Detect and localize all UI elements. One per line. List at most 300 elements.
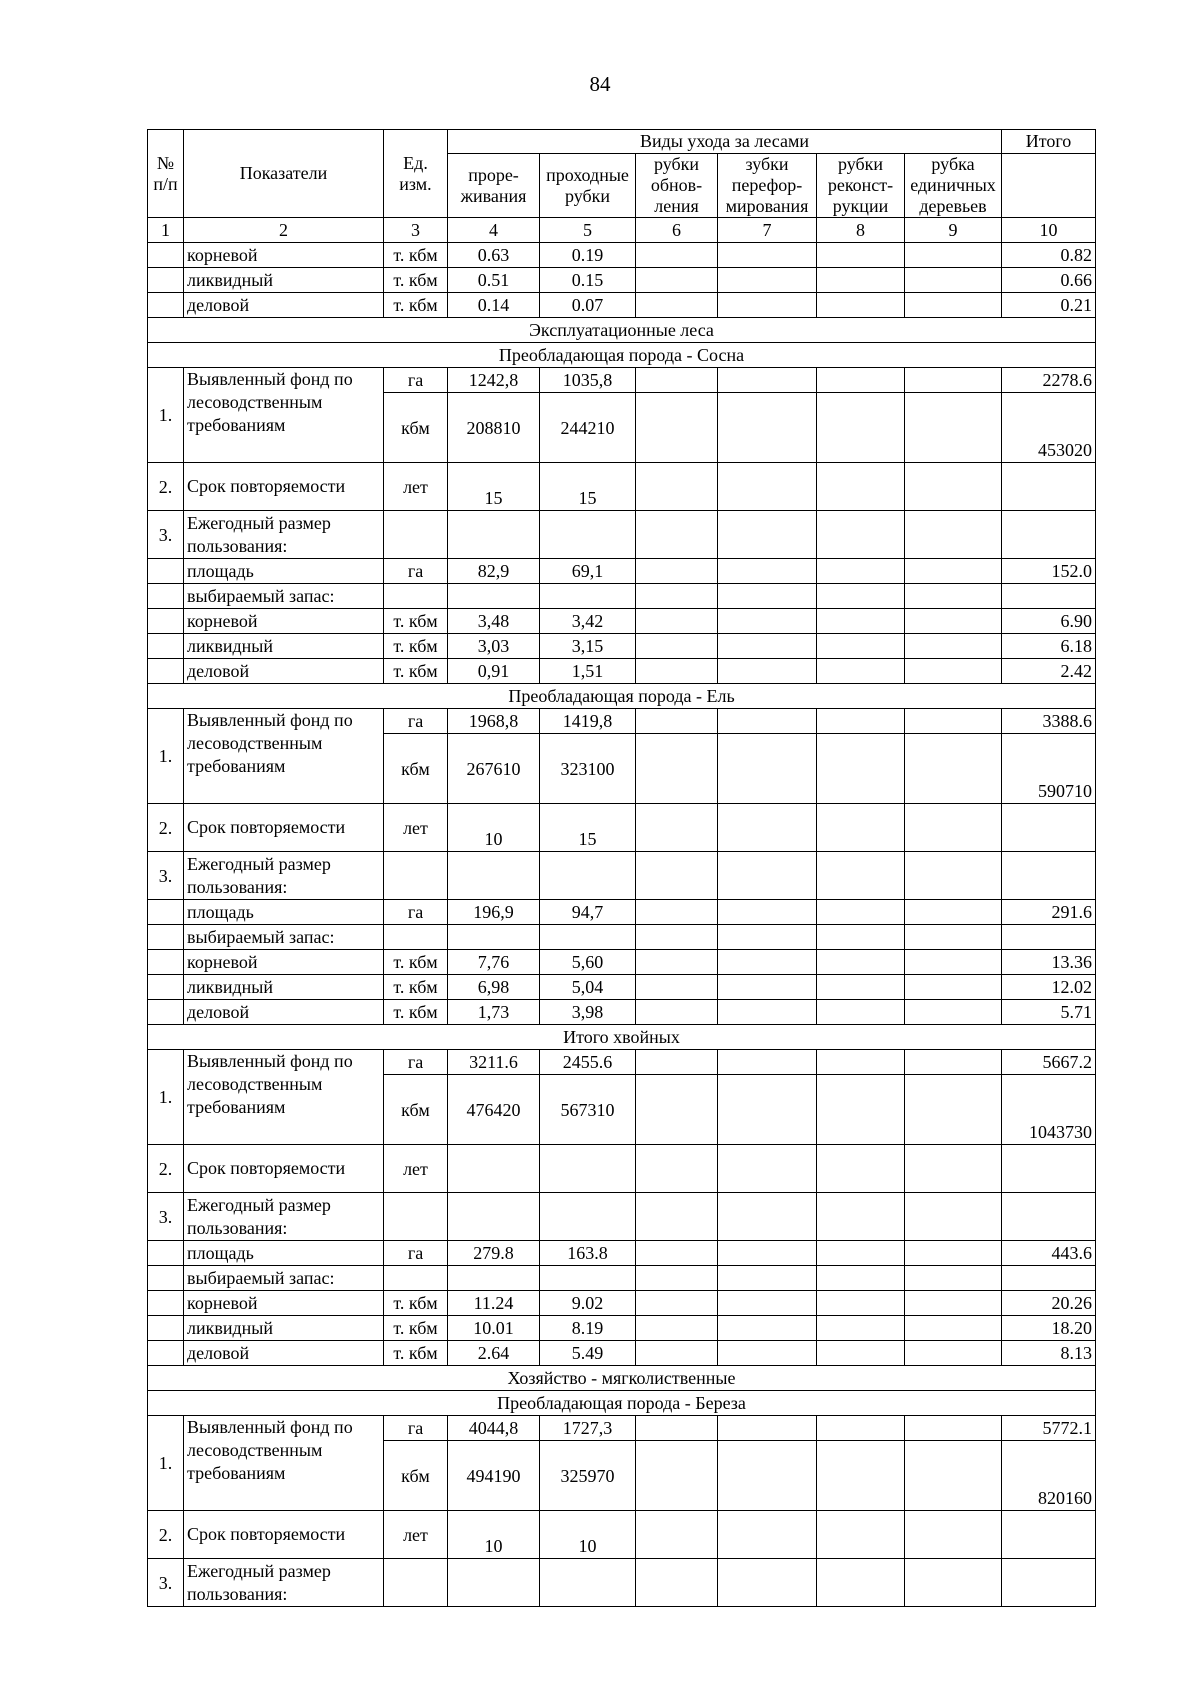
row-unit: т. кбм xyxy=(384,268,448,293)
fund-row xyxy=(148,1050,1096,1075)
value-total: 5772.1 xyxy=(1002,1416,1096,1441)
section-title-row xyxy=(148,1366,1096,1391)
empty-cell xyxy=(636,925,718,950)
row-unit: лет xyxy=(384,1145,448,1193)
empty-cell xyxy=(817,1441,905,1511)
value-total: 152.0 xyxy=(1002,559,1096,584)
empty-cell xyxy=(817,975,905,1000)
empty-cell xyxy=(905,709,1002,734)
value-passage: 3,42 xyxy=(540,609,636,634)
section-title: Преобладающая порода - Ель xyxy=(148,684,1096,709)
empty-cell xyxy=(148,900,184,925)
empty-cell xyxy=(905,659,1002,684)
row-unit: га xyxy=(384,1241,448,1266)
forest-care-table xyxy=(147,129,1096,1607)
empty-cell xyxy=(817,734,905,804)
col-number: 4 xyxy=(448,218,540,243)
fund-row xyxy=(148,709,1096,734)
empty-cell xyxy=(718,925,817,950)
empty-cell xyxy=(384,1559,448,1607)
empty-cell xyxy=(905,804,1002,852)
value-total: 20.26 xyxy=(1002,1291,1096,1316)
row-number: 1. xyxy=(148,1050,184,1145)
col-number: 9 xyxy=(905,218,1002,243)
header-no: № п/п xyxy=(148,130,184,218)
section-title: Итого хвойных xyxy=(148,1025,1096,1050)
empty-cell xyxy=(905,584,1002,609)
value-total: 5.71 xyxy=(1002,1000,1096,1025)
empty-cell xyxy=(905,243,1002,268)
empty-cell xyxy=(718,584,817,609)
row-number: 3. xyxy=(148,1193,184,1241)
empty-cell xyxy=(636,1145,718,1193)
term-row xyxy=(148,1511,1096,1559)
value-thinning: 3211.6 xyxy=(448,1050,540,1075)
empty-cell xyxy=(636,734,718,804)
value-passage: 1727,3 xyxy=(540,1416,636,1441)
empty-cell xyxy=(817,609,905,634)
empty-cell xyxy=(718,609,817,634)
empty-cell xyxy=(718,900,817,925)
empty-cell xyxy=(148,1316,184,1341)
fund-row xyxy=(148,1416,1096,1441)
empty-cell xyxy=(905,1511,1002,1559)
empty-cell xyxy=(718,268,817,293)
empty-cell xyxy=(905,268,1002,293)
annual-row xyxy=(148,852,1096,900)
empty-cell xyxy=(636,634,718,659)
empty-cell xyxy=(817,1416,905,1441)
header-row xyxy=(148,130,1096,154)
empty-cell xyxy=(817,584,905,609)
row-label: ликвидный xyxy=(184,268,384,293)
row-unit: кбм xyxy=(384,1441,448,1511)
empty-cell xyxy=(636,1000,718,1025)
value-thinning: 1968,8 xyxy=(448,709,540,734)
empty-cell xyxy=(148,975,184,1000)
row-label: Выявленный фонд по лесоводственным требованиям xyxy=(184,368,384,463)
col-number: 10 xyxy=(1002,218,1096,243)
row-unit: т. кбм xyxy=(384,609,448,634)
value-total xyxy=(1002,1511,1096,1559)
page-number: 84 xyxy=(589,72,611,96)
value-passage: 323100 xyxy=(540,734,636,804)
empty-cell xyxy=(905,511,1002,559)
value-thinning: 494190 xyxy=(448,1441,540,1511)
value-thinning: 267610 xyxy=(448,734,540,804)
empty-cell xyxy=(817,634,905,659)
value-passage: 1,51 xyxy=(540,659,636,684)
empty-cell xyxy=(817,709,905,734)
empty-cell xyxy=(817,393,905,463)
row-number: 2. xyxy=(148,1511,184,1559)
value-thinning: 1,73 xyxy=(448,1000,540,1025)
row-label: Выявленный фонд по лесоводственным требованиям xyxy=(184,709,384,804)
value-thinning: 10 xyxy=(448,1511,540,1559)
col-number: 1 xyxy=(148,218,184,243)
section-title: Преобладающая порода - Сосна xyxy=(148,343,1096,368)
row-unit: кбм xyxy=(384,393,448,463)
empty-cell xyxy=(148,1241,184,1266)
row-label: площадь xyxy=(184,559,384,584)
empty-cell xyxy=(817,1291,905,1316)
empty-cell xyxy=(718,559,817,584)
row-unit: лет xyxy=(384,804,448,852)
value-passage: 163.8 xyxy=(540,1241,636,1266)
header-total: Итого xyxy=(1002,130,1096,154)
empty-cell xyxy=(148,293,184,318)
empty-cell xyxy=(817,1266,905,1291)
empty-cell xyxy=(384,511,448,559)
empty-cell xyxy=(817,463,905,511)
row-unit: кбм xyxy=(384,1075,448,1145)
row-unit: га xyxy=(384,368,448,393)
value-total xyxy=(1002,1145,1096,1193)
empty-cell xyxy=(817,925,905,950)
empty-cell xyxy=(636,393,718,463)
empty-cell xyxy=(1002,584,1096,609)
empty-cell xyxy=(718,1000,817,1025)
col-number: 2 xyxy=(184,218,384,243)
header-total-empty xyxy=(1002,154,1096,218)
value-total: 0.66 xyxy=(1002,268,1096,293)
col-number: 5 xyxy=(540,218,636,243)
header-col-reconstruction: рубки реконст-рукции xyxy=(817,154,905,218)
row-label: выбираемый запас: xyxy=(184,925,384,950)
value-total: 0.82 xyxy=(1002,243,1096,268)
row-label: Ежегодный размер пользования: xyxy=(184,1559,384,1607)
empty-cell xyxy=(718,243,817,268)
empty-cell xyxy=(148,634,184,659)
row-label: площадь xyxy=(184,900,384,925)
term-row xyxy=(148,463,1096,511)
section-title: Эксплуатационные леса xyxy=(148,318,1096,343)
value-total: 6.90 xyxy=(1002,609,1096,634)
empty-cell xyxy=(636,975,718,1000)
value-thinning: 3,03 xyxy=(448,634,540,659)
empty-cell xyxy=(905,1266,1002,1291)
empty-cell xyxy=(905,925,1002,950)
value-passage: 15 xyxy=(540,804,636,852)
value-passage: 325970 xyxy=(540,1441,636,1511)
row-number: 1. xyxy=(148,368,184,463)
table-row xyxy=(148,1241,1096,1266)
row-label: деловой xyxy=(184,1341,384,1366)
value-passage: 5,60 xyxy=(540,950,636,975)
row-label: корневой xyxy=(184,243,384,268)
empty-cell xyxy=(817,1075,905,1145)
value-total: 291.6 xyxy=(1002,900,1096,925)
term-row xyxy=(148,1145,1096,1193)
empty-cell xyxy=(636,1316,718,1341)
value-passage: 3,15 xyxy=(540,634,636,659)
value-thinning: 11.24 xyxy=(448,1291,540,1316)
empty-cell xyxy=(148,659,184,684)
empty-cell xyxy=(905,1416,1002,1441)
empty-cell xyxy=(718,1050,817,1075)
row-number: 2. xyxy=(148,804,184,852)
empty-cell xyxy=(636,368,718,393)
empty-cell xyxy=(636,1341,718,1366)
value-thinning: 476420 xyxy=(448,1075,540,1145)
empty-cell xyxy=(148,1291,184,1316)
value-passage: 5.49 xyxy=(540,1341,636,1366)
empty-cell xyxy=(905,1000,1002,1025)
value-total: 0.21 xyxy=(1002,293,1096,318)
empty-cell xyxy=(817,243,905,268)
row-number: 3. xyxy=(148,1559,184,1607)
row-unit: т. кбм xyxy=(384,1000,448,1025)
empty-cell xyxy=(540,584,636,609)
empty-cell xyxy=(905,368,1002,393)
empty-cell xyxy=(817,293,905,318)
table-row xyxy=(148,900,1096,925)
row-unit: т. кбм xyxy=(384,1341,448,1366)
value-total: 2.42 xyxy=(1002,659,1096,684)
section-title-row xyxy=(148,343,1096,368)
table-row xyxy=(148,609,1096,634)
value-total: 443.6 xyxy=(1002,1241,1096,1266)
row-label: Срок повторяемости xyxy=(184,804,384,852)
value-total: 590710 xyxy=(1002,734,1096,804)
empty-cell xyxy=(718,511,817,559)
empty-cell xyxy=(817,1511,905,1559)
value-thinning: 208810 xyxy=(448,393,540,463)
empty-cell xyxy=(718,1193,817,1241)
empty-cell xyxy=(636,804,718,852)
row-label: деловой xyxy=(184,293,384,318)
empty-cell xyxy=(148,950,184,975)
value-thinning: 0,91 xyxy=(448,659,540,684)
empty-cell xyxy=(817,368,905,393)
empty-cell xyxy=(1002,925,1096,950)
empty-cell xyxy=(817,852,905,900)
row-number: 2. xyxy=(148,463,184,511)
row-label: ликвидный xyxy=(184,634,384,659)
empty-cell xyxy=(718,368,817,393)
row-unit: т. кбм xyxy=(384,293,448,318)
empty-cell xyxy=(384,1266,448,1291)
row-label: Выявленный фонд по лесоводственным требованиям xyxy=(184,1416,384,1511)
value-thinning: 1242,8 xyxy=(448,368,540,393)
col-number: 6 xyxy=(636,218,718,243)
empty-cell xyxy=(636,709,718,734)
value-passage: 10 xyxy=(540,1511,636,1559)
row-unit: т. кбм xyxy=(384,1316,448,1341)
empty-cell xyxy=(718,709,817,734)
row-label: Срок повторяемости xyxy=(184,1511,384,1559)
empty-cell xyxy=(540,1193,636,1241)
empty-cell xyxy=(1002,1266,1096,1291)
row-label: ликвидный xyxy=(184,975,384,1000)
empty-cell xyxy=(718,1241,817,1266)
empty-cell xyxy=(718,1145,817,1193)
row-label: Ежегодный размер пользования: xyxy=(184,1193,384,1241)
fund-row xyxy=(148,368,1096,393)
empty-cell xyxy=(817,900,905,925)
empty-cell xyxy=(718,804,817,852)
header-group: Виды ухода за лесами xyxy=(448,130,1002,154)
empty-cell xyxy=(905,852,1002,900)
row-label: выбираемый запас: xyxy=(184,584,384,609)
empty-cell xyxy=(636,268,718,293)
empty-cell xyxy=(636,900,718,925)
empty-cell xyxy=(905,950,1002,975)
empty-cell xyxy=(817,804,905,852)
row-unit: кбм xyxy=(384,734,448,804)
empty-cell xyxy=(636,559,718,584)
row-label: Срок повторяемости xyxy=(184,1145,384,1193)
table-row xyxy=(148,559,1096,584)
empty-cell xyxy=(636,1291,718,1316)
empty-cell xyxy=(148,1000,184,1025)
empty-cell xyxy=(905,975,1002,1000)
section-title-row xyxy=(148,1391,1096,1416)
value-thinning: 6,98 xyxy=(448,975,540,1000)
empty-cell xyxy=(636,852,718,900)
value-thinning: 4044,8 xyxy=(448,1416,540,1441)
value-total: 1043730 xyxy=(1002,1075,1096,1145)
value-passage: 9.02 xyxy=(540,1291,636,1316)
value-thinning: 82,9 xyxy=(448,559,540,584)
empty-cell xyxy=(540,925,636,950)
empty-cell xyxy=(636,1511,718,1559)
empty-cell xyxy=(817,950,905,975)
table-row xyxy=(148,1000,1096,1025)
empty-cell xyxy=(905,1050,1002,1075)
empty-cell xyxy=(718,1075,817,1145)
value-total: 820160 xyxy=(1002,1441,1096,1511)
empty-cell xyxy=(905,609,1002,634)
value-total: 2278.6 xyxy=(1002,368,1096,393)
row-label: деловой xyxy=(184,1000,384,1025)
empty-cell xyxy=(148,559,184,584)
header-indicators: Показатели xyxy=(184,130,384,218)
annual-row xyxy=(148,1559,1096,1607)
table-row xyxy=(148,1266,1096,1291)
empty-cell xyxy=(905,1316,1002,1341)
value-thinning: 3,48 xyxy=(448,609,540,634)
value-passage: 0.07 xyxy=(540,293,636,318)
row-unit: т. кбм xyxy=(384,634,448,659)
empty-cell xyxy=(384,925,448,950)
section-title: Преобладающая порода - Береза xyxy=(148,1391,1096,1416)
row-unit: лет xyxy=(384,463,448,511)
empty-cell xyxy=(148,1266,184,1291)
value-total: 8.13 xyxy=(1002,1341,1096,1366)
empty-cell xyxy=(817,1316,905,1341)
empty-cell xyxy=(636,293,718,318)
row-label: деловой xyxy=(184,659,384,684)
header-unit: Ед. изм. xyxy=(384,130,448,218)
value-total: 13.36 xyxy=(1002,950,1096,975)
value-passage: 69,1 xyxy=(540,559,636,584)
annual-row xyxy=(148,511,1096,559)
section-title: Хозяйство - мягколиственные xyxy=(148,1366,1096,1391)
col-number: 7 xyxy=(718,218,817,243)
value-thinning: 10.01 xyxy=(448,1316,540,1341)
row-number: 1. xyxy=(148,709,184,804)
table-row xyxy=(148,584,1096,609)
row-unit: га xyxy=(384,900,448,925)
value-thinning xyxy=(448,1145,540,1193)
value-passage: 1035,8 xyxy=(540,368,636,393)
header-col-single-trees: рубка единичных деревьев xyxy=(905,154,1002,218)
value-total: 6.18 xyxy=(1002,634,1096,659)
value-passage: 15 xyxy=(540,463,636,511)
value-thinning: 0.63 xyxy=(448,243,540,268)
row-unit: га xyxy=(384,709,448,734)
row-unit: т. кбм xyxy=(384,243,448,268)
row-unit: т. кбм xyxy=(384,1291,448,1316)
empty-cell xyxy=(448,511,540,559)
empty-cell xyxy=(905,1291,1002,1316)
empty-cell xyxy=(817,1000,905,1025)
empty-cell xyxy=(636,243,718,268)
value-passage: 8.19 xyxy=(540,1316,636,1341)
empty-cell xyxy=(905,1075,1002,1145)
value-thinning: 2.64 xyxy=(448,1341,540,1366)
table-row xyxy=(148,268,1096,293)
row-label: Ежегодный размер пользования: xyxy=(184,511,384,559)
empty-cell xyxy=(905,900,1002,925)
empty-cell xyxy=(1002,852,1096,900)
table-row xyxy=(148,243,1096,268)
table-row xyxy=(148,659,1096,684)
empty-cell xyxy=(817,559,905,584)
section-title-row xyxy=(148,318,1096,343)
value-passage: 567310 xyxy=(540,1075,636,1145)
table-row xyxy=(148,1341,1096,1366)
empty-cell xyxy=(718,852,817,900)
empty-cell xyxy=(148,584,184,609)
empty-cell xyxy=(540,511,636,559)
empty-cell xyxy=(817,1341,905,1366)
empty-cell xyxy=(905,734,1002,804)
empty-cell xyxy=(384,584,448,609)
value-passage: 2455.6 xyxy=(540,1050,636,1075)
empty-cell xyxy=(718,293,817,318)
empty-cell xyxy=(905,1441,1002,1511)
empty-cell xyxy=(905,1193,1002,1241)
value-thinning: 10 xyxy=(448,804,540,852)
row-label: Ежегодный размер пользования: xyxy=(184,852,384,900)
value-total: 453020 xyxy=(1002,393,1096,463)
empty-cell xyxy=(817,1193,905,1241)
empty-cell xyxy=(148,609,184,634)
row-unit: га xyxy=(384,559,448,584)
empty-cell xyxy=(636,950,718,975)
row-label: Выявленный фонд по лесоводственным требованиям xyxy=(184,1050,384,1145)
empty-cell xyxy=(718,463,817,511)
empty-cell xyxy=(718,393,817,463)
empty-cell xyxy=(148,1341,184,1366)
empty-cell xyxy=(540,852,636,900)
table-row xyxy=(148,1291,1096,1316)
empty-cell xyxy=(636,1416,718,1441)
empty-cell xyxy=(905,559,1002,584)
row-number: 3. xyxy=(148,852,184,900)
row-unit: т. кбм xyxy=(384,975,448,1000)
empty-cell xyxy=(148,243,184,268)
empty-cell xyxy=(148,925,184,950)
row-label: корневой xyxy=(184,1291,384,1316)
empty-cell xyxy=(636,1241,718,1266)
empty-cell xyxy=(636,1266,718,1291)
empty-cell xyxy=(148,268,184,293)
empty-cell xyxy=(905,1145,1002,1193)
value-thinning: 279.8 xyxy=(448,1241,540,1266)
